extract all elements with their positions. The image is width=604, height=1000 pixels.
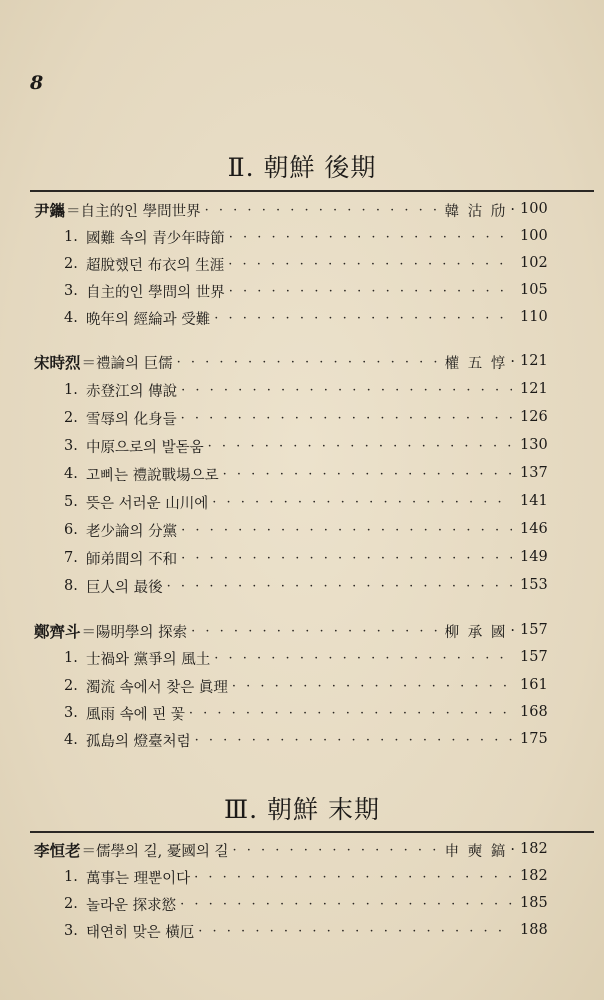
toc-chapter: 尹鑴 ＝自主的인 學問世界 · · · 韓 沽 劤 · 100 (0, 199, 604, 221)
leader-dots (208, 439, 512, 454)
section-number: 1. (64, 650, 78, 666)
section-number: 3. (64, 283, 78, 299)
leader-dots (181, 551, 512, 566)
toc-section (0, 920, 604, 942)
leader-dots (232, 843, 440, 858)
toc-chapter: 宋時烈 ＝禮論의 巨儒 · · · 權 五 惇 · 121 (0, 351, 604, 373)
chapter-page: 121 (520, 353, 548, 369)
leader-dots (205, 203, 441, 218)
section-title: 뜻은 서러운 山川에 (86, 495, 209, 512)
section-page: 161 (520, 677, 548, 693)
chapter-author: 申 奭 鎬 (444, 843, 508, 860)
chapter-subject: 鄭齊斗 (34, 622, 81, 641)
chapter-page: 182 (520, 841, 548, 857)
section-page: 157 (520, 649, 548, 665)
leader-dots (167, 579, 512, 594)
section-number: 5. (64, 494, 78, 510)
toc-chapter: 鄭齊斗 ＝陽明學의 探索 · · · 柳 承 國 · 157 (0, 620, 604, 642)
section-number: 2. (64, 410, 78, 426)
part-title-2: Ⅱ. 朝鮮 後期 (227, 153, 377, 182)
leader-dots (198, 924, 512, 939)
section-number: 4. (64, 466, 78, 482)
section-title: 萬事는 理뿐이다 (86, 870, 191, 887)
section-title: 晩年의 經綸과 受難 (86, 311, 211, 328)
section-number: 3. (64, 438, 78, 454)
part-title-3: Ⅲ. 朝鮮 末期 (224, 795, 380, 824)
chapter-page: 157 (520, 622, 548, 638)
section-page: 100 (520, 228, 548, 244)
leader-dots (191, 624, 441, 639)
section-title: 自主的인 學問의 世界 (86, 284, 225, 301)
leader-dots (232, 679, 512, 694)
toc-section (0, 729, 604, 751)
section-title: 巨人의 最後 (86, 579, 163, 596)
section-page: 102 (520, 255, 548, 271)
section-title: 고삐는 禮說戰場으로 (86, 467, 219, 484)
section-number: 1. (64, 229, 78, 245)
leader-dots (189, 706, 512, 721)
section-number: 4. (64, 310, 78, 326)
part-rule-3 (30, 831, 594, 833)
section-page: 182 (520, 868, 548, 884)
section-number: 7. (64, 550, 78, 566)
section-title: 놀라운 探求慾 (86, 897, 177, 914)
section-title: 超脫했던 布衣의 生涯 (86, 257, 225, 274)
section-page: 175 (520, 731, 548, 747)
section-number: 2. (64, 256, 78, 272)
section-number: 8. (64, 578, 78, 594)
section-page: 149 (520, 549, 548, 565)
toc-section (0, 519, 604, 541)
toc-section (0, 647, 604, 669)
part-rule-2 (30, 190, 594, 192)
section-title: 赤登江의 傳說 (86, 383, 178, 400)
section-page: 146 (520, 521, 548, 537)
toc-section (0, 893, 604, 915)
toc-section (0, 866, 604, 888)
leader-dots (194, 870, 512, 885)
section-page: 185 (520, 895, 548, 911)
section-page: 153 (520, 577, 548, 593)
toc-section (0, 407, 604, 429)
section-page: 126 (520, 409, 548, 425)
toc-section (0, 280, 604, 302)
chapter-author: 韓 沽 劤 (444, 203, 508, 220)
section-number: 2. (64, 678, 78, 694)
section-number: 6. (64, 522, 78, 538)
toc-section (0, 435, 604, 457)
section-page: 110 (520, 309, 548, 325)
chapter-subject: 李恒老 (34, 841, 81, 860)
section-page: 168 (520, 704, 548, 720)
chapter-page: 100 (520, 201, 548, 217)
toc-section (0, 463, 604, 485)
section-page: 130 (520, 437, 548, 453)
section-number: 1. (64, 382, 78, 398)
toc-chapter: 李恒老 ＝儒學의 길, 憂國의 길 · · · 申 奭 鎬 · 182 (0, 839, 604, 861)
leader-dots (181, 523, 512, 538)
section-title: 師弟間의 不和 (86, 551, 178, 568)
section-title: 士禍와 黨爭의 風土 (86, 651, 211, 668)
chapter-title: ＝禮論의 巨儒 (81, 355, 173, 372)
page-number: 8 (30, 72, 44, 94)
leader-dots (214, 651, 512, 666)
chapter-subject: 尹鑴 (34, 201, 66, 220)
toc-section (0, 307, 604, 329)
section-page: 137 (520, 465, 548, 481)
section-page: 141 (520, 493, 548, 509)
section-title: 國難 속의 青少年時節 (86, 230, 225, 247)
chapter-title: ＝自主的인 學問世界 (66, 203, 201, 220)
leader-dots (229, 284, 512, 299)
chapter-author: 柳 承 國 (444, 624, 508, 641)
leader-dots (214, 311, 512, 326)
chapter-title: ＝陽明學의 探索 (81, 624, 188, 641)
section-number: 2. (64, 896, 78, 912)
section-title: 孤島의 燈臺처럼 (86, 733, 191, 750)
toc-section (0, 675, 604, 697)
chapter-author: 權 五 惇 (444, 355, 508, 372)
section-page: 188 (520, 922, 548, 938)
section-title: 老少論의 分黨 (86, 523, 178, 540)
leader-dots (177, 355, 441, 370)
toc-section (0, 702, 604, 724)
leader-dots (181, 411, 512, 426)
section-number: 3. (64, 705, 78, 721)
leader-dots (212, 495, 512, 510)
leader-dots (181, 383, 512, 398)
section-page: 105 (520, 282, 548, 298)
section-page: 121 (520, 381, 548, 397)
toc-section (0, 379, 604, 401)
chapter-title: ＝儒學의 길, 憂國의 길 (81, 843, 229, 860)
toc-section (0, 547, 604, 569)
toc-section (0, 575, 604, 597)
toc-section (0, 226, 604, 248)
section-title: 雪辱의 化身들 (86, 411, 177, 428)
leader-dots (229, 230, 512, 245)
toc-section (0, 253, 604, 275)
leader-dots (223, 467, 512, 482)
toc-section (0, 491, 604, 513)
section-title: 中原으로의 발돋움 (86, 439, 204, 456)
section-number: 4. (64, 732, 78, 748)
section-number: 3. (64, 923, 78, 939)
section-title: 태연히 맞은 橫厄 (86, 924, 195, 941)
leader-dots (180, 897, 512, 912)
section-title: 風雨 속에 핀 꽃 (86, 706, 185, 723)
leader-dots (228, 257, 512, 272)
leader-dots (195, 733, 512, 748)
chapter-subject: 宋時烈 (34, 353, 81, 372)
section-title: 濁流 속에서 찾은 眞理 (86, 679, 228, 696)
section-number: 1. (64, 869, 78, 885)
